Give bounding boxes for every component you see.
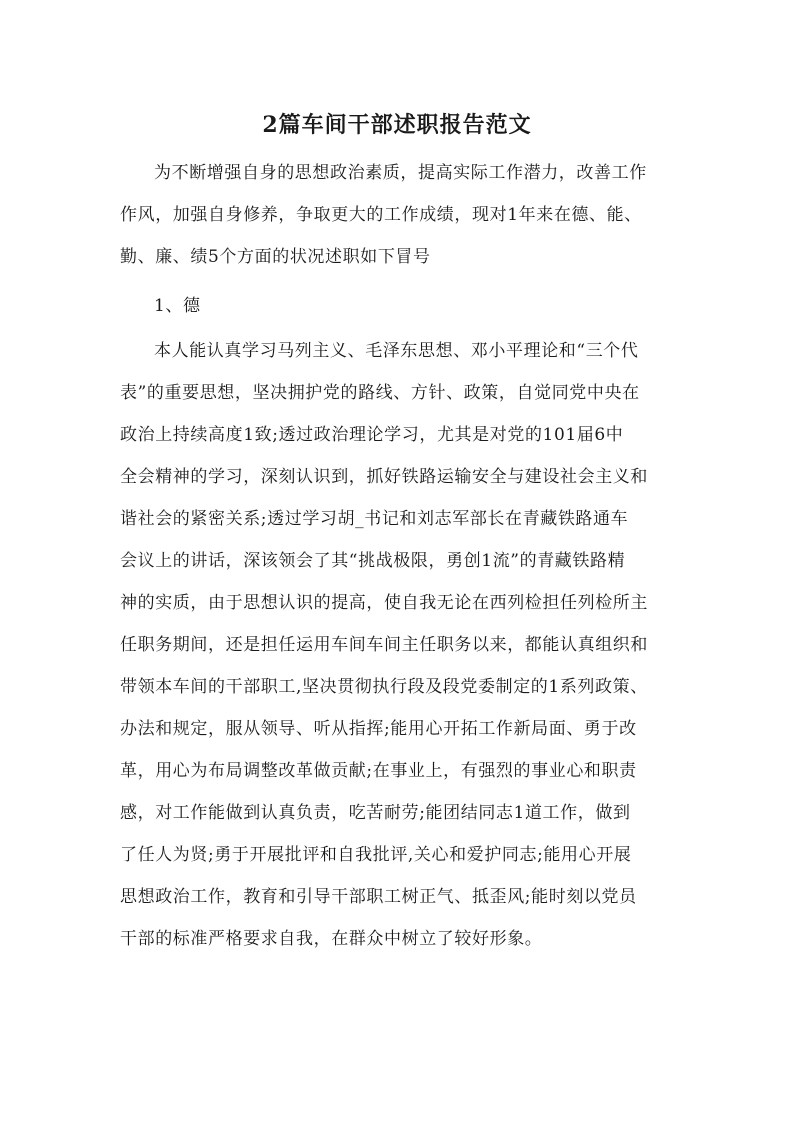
document-title: 2篇车间干部述职报告范文 (262, 112, 532, 138)
paragraph-line: 作风，加强自身修养，争取更大的工作成绩，现对1年来在德、能、 (120, 205, 642, 225)
paragraph-line: 为不断增强自身的思想政治素质，提高实际工作潜力，改善工作 (154, 163, 647, 183)
paragraph-line: 神的实质，由于思想认识的提高，使自我无论在西列检担任列检所主 (120, 593, 648, 613)
paragraph-line: 感，对工作能做到认真负责，吃苦耐劳;能团结同志1道工作，做到 (120, 803, 631, 823)
paragraph-line: 办法和规定，服从领导、听从指挥;能用心开拓工作新局面、勇于改 (120, 719, 637, 739)
section-heading: 1、德 (154, 296, 201, 316)
paragraph-line: 干部的标准严格要求自我，在群众中树立了较好形象。 (120, 929, 543, 949)
paragraph-line: 全会精神的学习，深刻认识到，抓好铁路运输安全与建设社会主义和 (120, 467, 648, 487)
paragraph-line: 革，用心为布局调整改革做贡献;在事业上，有强烈的事业心和职责 (120, 761, 637, 781)
paragraph-line: 本人能认真学习马列主义、毛泽东思想、邓小平理论和“三个代 (154, 341, 639, 361)
paragraph-line: 谐社会的紧密关系;透过学习胡_书记和刘志军部长在青藏铁路通车 (120, 509, 629, 529)
paragraph-line: 带领本车间的干部职工,坚决贯彻执行段及段党委制定的1系列政策、 (120, 677, 648, 697)
paragraph-line: 了任人为贤;勇于开展批评和自我批评,关心和爱护同志;能用心开展 (120, 845, 632, 865)
intro-paragraph (120, 152, 680, 278)
paragraph-line: 会议上的讲话，深该领会了其“挑战极限，勇创1流”的青藏铁路精 (120, 551, 626, 571)
section-paragraph (120, 330, 680, 960)
paragraph-line: 表”的重要思想，坚决拥护党的路线、方针、政策，自觉同党中央在 (120, 383, 640, 403)
paragraph-line: 政治上持续高度1致;透过政治理论学习，尤其是对党的101届6中 (120, 425, 624, 445)
paragraph-line: 任职务期间，还是担任运用车间车间主任职务以来，都能认真组织和 (120, 635, 648, 655)
paragraph-line: 勤、廉、绩5个方面的状况述职如下冒号 (120, 247, 431, 267)
section-heading-block (120, 285, 680, 327)
paragraph-line: 思想政治工作，教育和引导干部职工树正气、抵歪风;能时刻以党员 (120, 887, 637, 907)
